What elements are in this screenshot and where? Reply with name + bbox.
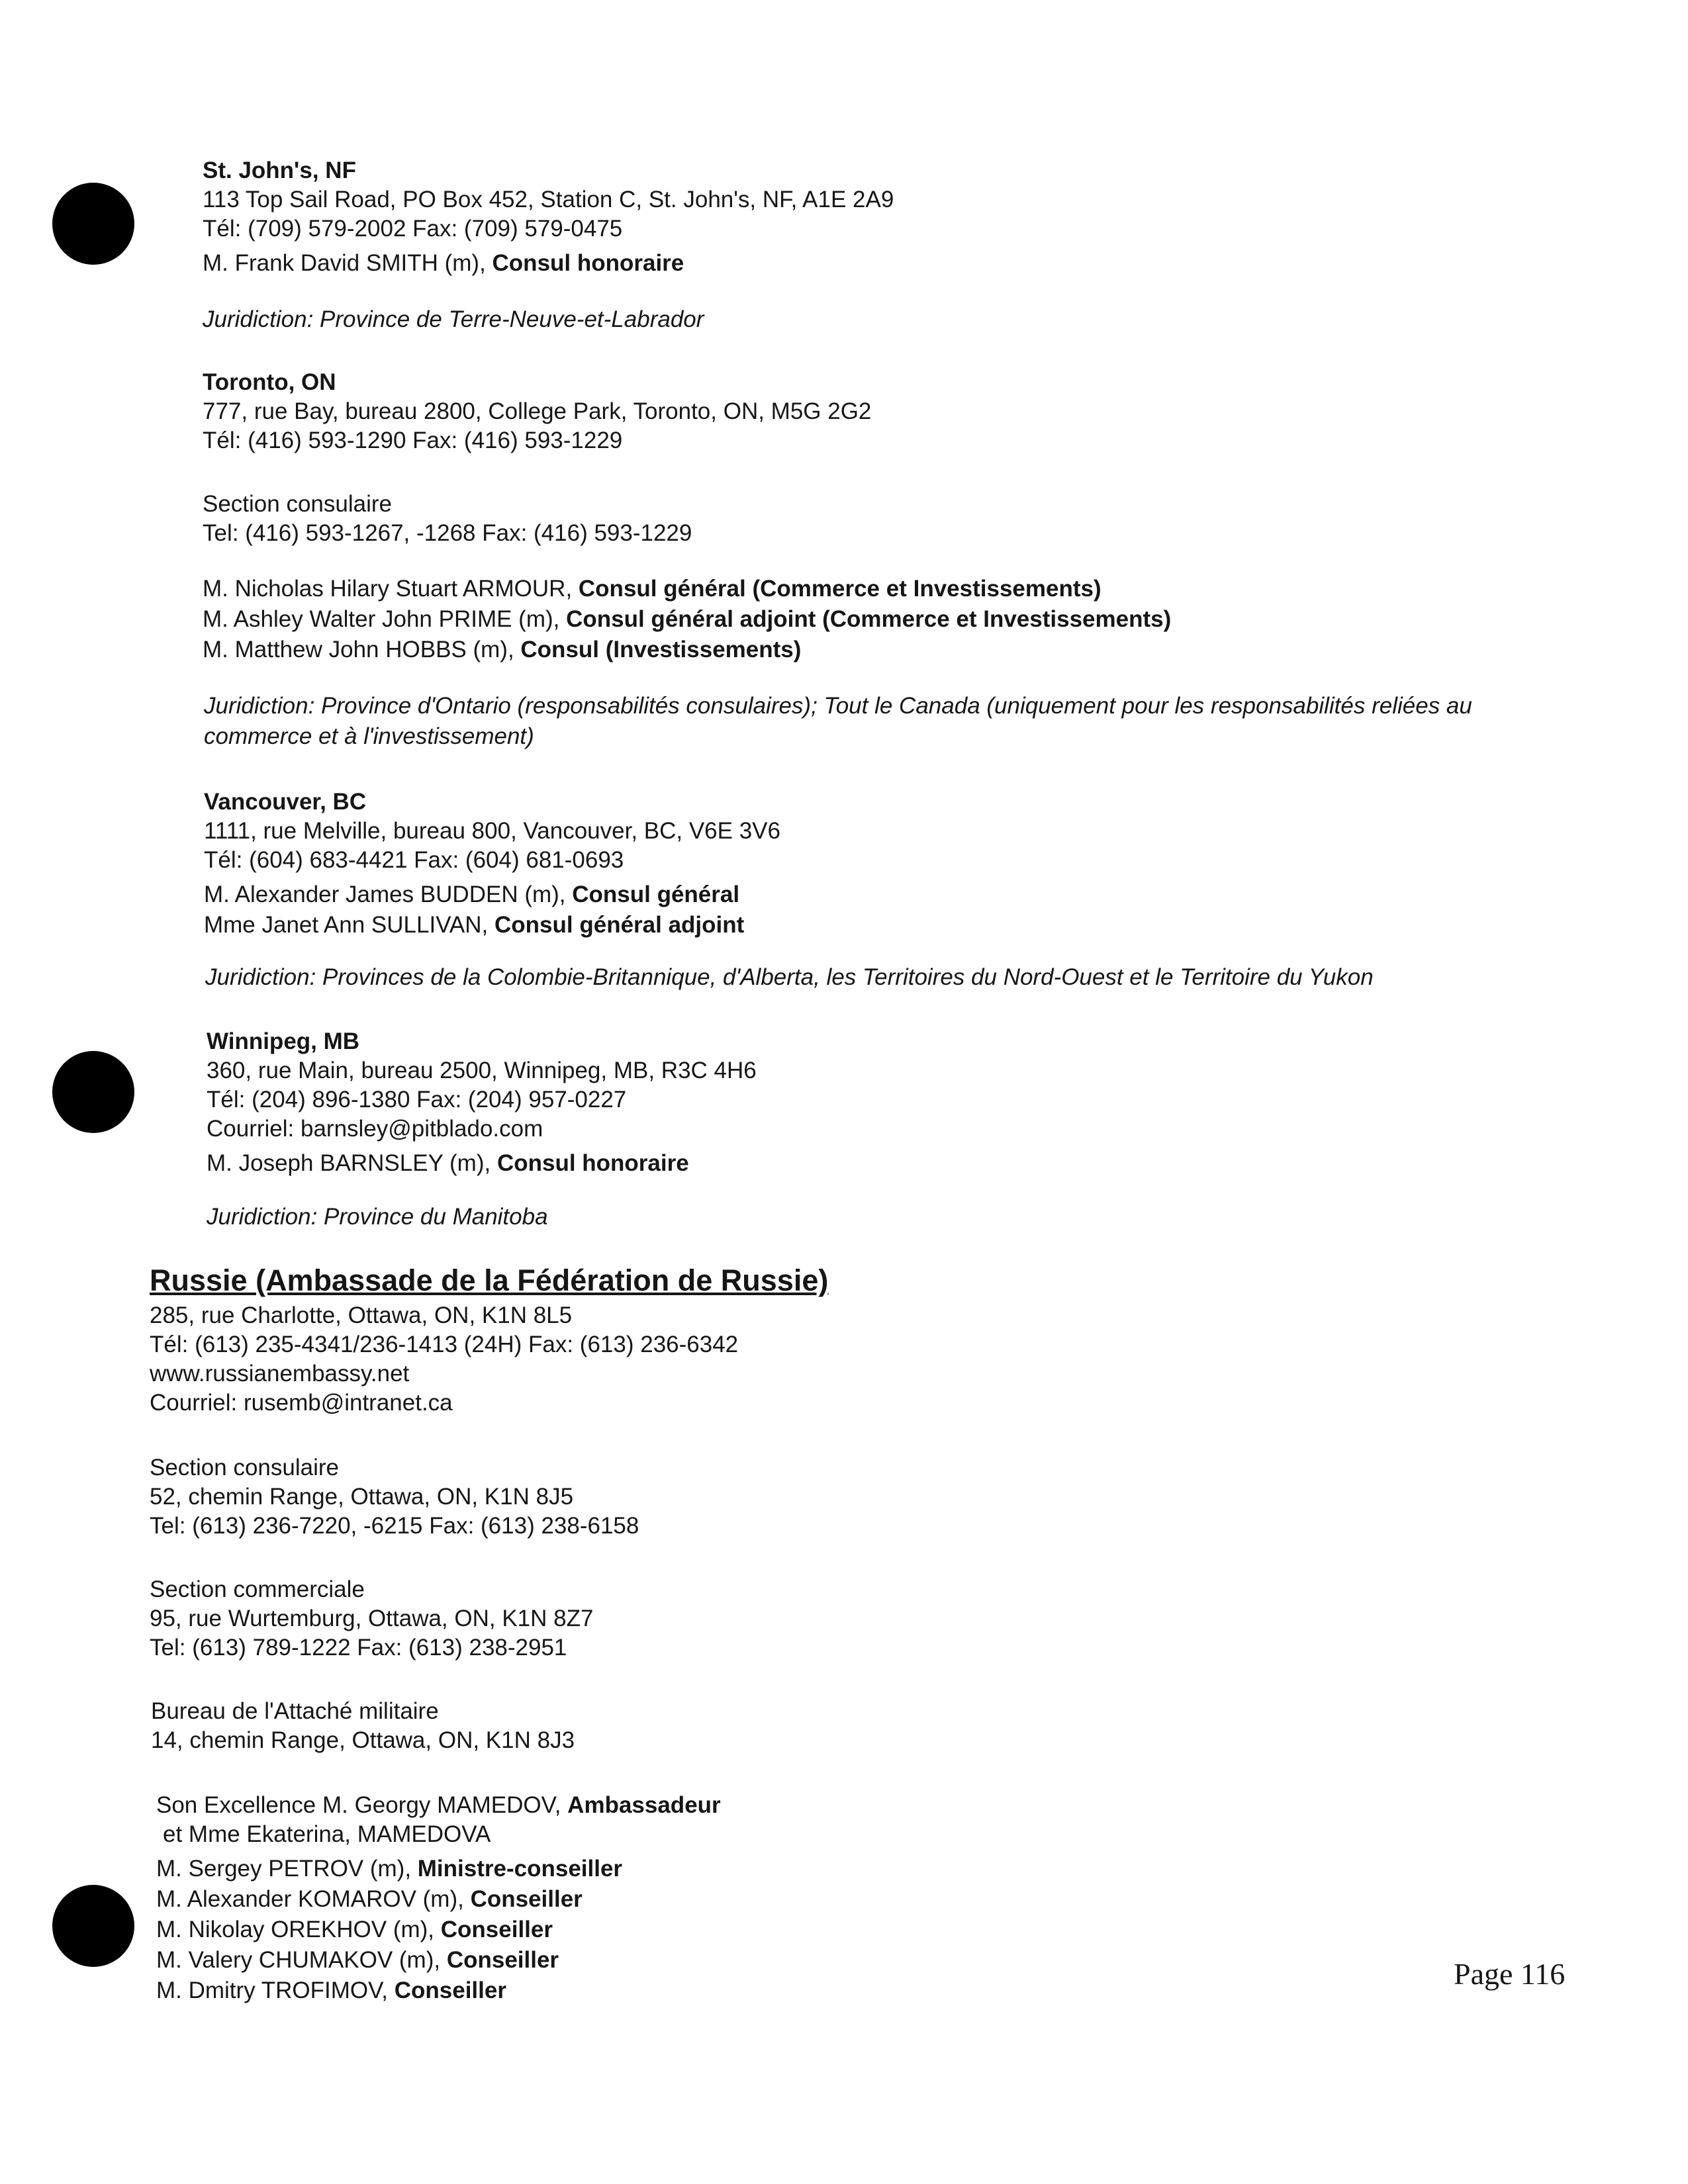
vancouver-phone: Tél: (604) 683-4421 Fax: (604) 681-0693 [204,847,624,873]
person-name: M. Dmitry TROFIMOV, [156,1978,395,2003]
staff-3 [156,1915,721,1946]
russia-phone: Tél: (613) 235-4341/236-1413 (24H) Fax: (613) 236-6342 [150,1332,739,1357]
person-title: Consul honoraire [496,1150,689,1176]
toronto-jurisdiction: Juridiction: Province d'Ontario (responsabilités consulaires); Tout le Canada (uniquement pour les responsabilités reliées au commerce et à l'investissement) [204,693,1472,749]
consular-address: 52, chemin Range, Ottawa, ON, K1N 8J5 [150,1484,574,1510]
person-title: Conseiller [446,1947,559,1973]
person-name: M. Joseph BARNSLEY (m), [207,1150,497,1176]
commercial-address: 95, rue Wurtemburg, Ottawa, ON, K1N 8Z7 [150,1606,594,1631]
ambassador [156,1791,721,1820]
toronto-person-3 [203,635,1171,666]
punch-hole-middle [52,1051,134,1133]
vancouver-city: Vancouver, BC [204,789,367,815]
person-name: M. Sergey PETROV (m), [156,1856,418,1882]
russia-email: Courriel: rusemb@intranet.ca [150,1390,453,1416]
person-name: Mme Janet Ann SULLIVAN, [204,912,495,938]
winnipeg-email: Courriel: barnsley@pitblado.com [207,1116,543,1142]
vancouver-jurisdiction: Juridiction: Provinces de la Colombie-Britannique, d'Alberta, les Territoires du Nord-Ouest et le Territoire du Yukon [205,964,1374,990]
winnipeg-city: Winnipeg, MB [207,1028,360,1054]
person-title: Consul général (Commerce et Investissements) [578,576,1102,602]
stjohns-entry [203,156,894,278]
consular-label: Section consulaire [150,1455,339,1480]
toronto-phone: Tél: (416) 593-1290 Fax: (416) 593-1229 [203,428,623,453]
person-title: Ministre-conseiller [417,1856,623,1882]
stjohns-person-1 [203,249,894,278]
person-title: Conseiller [470,1886,583,1912]
russia-commercial-section [150,1575,593,1662]
winnipeg-jurisdiction: Juridiction: Province du Manitoba [207,1204,548,1230]
russia-embassy [150,1301,738,1418]
stjohns-jurisdiction: Juridiction: Province de Terre-Neuve-et-Labrador [203,306,704,332]
vancouver-address: 1111, rue Melville, bureau 800, Vancouver, BC, V6E 3V6 [204,818,780,844]
commercial-label: Section commerciale [150,1576,365,1602]
staff-2 [156,1885,721,1915]
person-title: Consul général [572,882,740,907]
vancouver-entry [204,788,780,941]
russia-website: www.russianembassy.net [150,1361,410,1387]
stjohns-city: St. John's, NF [203,158,356,183]
person-title: Consul général adjoint (Commerce et Investissements) [566,606,1172,632]
ambassador-spouse: et Mme Ekaterina, MAMEDOVA [163,1821,491,1847]
vancouver-person-2 [204,911,780,941]
person-name: M. Alexander James BUDDEN (m), [204,882,573,907]
winnipeg-person-1 [207,1149,757,1178]
person-name: Son Excellence M. Georgy MAMEDOV, [156,1792,568,1818]
staff-4 [156,1946,721,1976]
winnipeg-phone: Tél: (204) 896-1380 Fax: (204) 957-0227 [207,1087,627,1113]
toronto-section-phone: Tel: (416) 593-1267, -1268 Fax: (416) 593-1229 [203,520,692,546]
toronto-address: 777, rue Bay, bureau 2800, College Park, Toronto, ON, M5G 2G2 [203,398,872,424]
punch-hole-top [52,183,134,265]
person-title: Consul général adjoint [494,912,745,938]
toronto-section-label: Section consulaire [203,491,392,517]
toronto-person-1 [203,574,1171,605]
stjohns-phone: Tél: (709) 579-2002 Fax: (709) 579-0475 [203,216,623,242]
winnipeg-address: 360, rue Main, bureau 2500, Winnipeg, MB, R3C 4H6 [207,1058,757,1083]
toronto-city: Toronto, ON [203,369,336,395]
person-title: Ambassadeur [567,1792,721,1818]
person-name: M. Ashley Walter John PRIME (m), [203,606,567,632]
consular-phone: Tel: (613) 236-7220, -6215 Fax: (613) 238-6158 [150,1513,639,1539]
person-name: M. Nicholas Hilary Stuart ARMOUR, [203,576,579,602]
person-name: M. Matthew John HOBBS (m), [203,637,521,662]
military-label: Bureau de l'Attaché militaire [151,1698,439,1724]
military-address: 14, chemin Range, Ottawa, ON, K1N 8J3 [151,1727,575,1753]
commercial-phone: Tel: (613) 789-1222 Fax: (613) 238-2951 [150,1635,567,1661]
person-name: M. Alexander KOMAROV (m), [156,1886,471,1912]
staff-5 [156,1976,721,2007]
russia-consular-section [150,1453,639,1541]
russia-military-section [151,1697,575,1755]
person-name: M. Valery CHUMAKOV (m), [156,1947,447,1973]
russia-heading: Russie (Ambassade de la Fédération de Russie) [150,1263,829,1297]
person-title: Conseiller [394,1978,506,2003]
person-name: M. Nikolay OREKHOV (m), [156,1917,441,1942]
vancouver-person-1 [204,880,780,911]
staff-1 [156,1854,721,1885]
person-name: M. Frank David SMITH (m), [203,250,492,276]
punch-hole-bottom [52,1885,134,1967]
winnipeg-entry [207,1027,757,1178]
toronto-person-2 [203,605,1171,635]
toronto-entry [203,368,1171,666]
russia-staff-list [156,1791,721,2007]
person-title: Consul (Investissements) [520,637,802,662]
stjohns-address: 113 Top Sail Road, PO Box 452, Station C, St. John's, NF, A1E 2A9 [203,187,894,212]
person-title: Conseiller [440,1917,553,1942]
page-number: Page 116 [1454,1957,1566,1991]
russia-address: 285, rue Charlotte, Ottawa, ON, K1N 8L5 [150,1302,573,1328]
person-title: Consul honoraire [492,250,684,276]
